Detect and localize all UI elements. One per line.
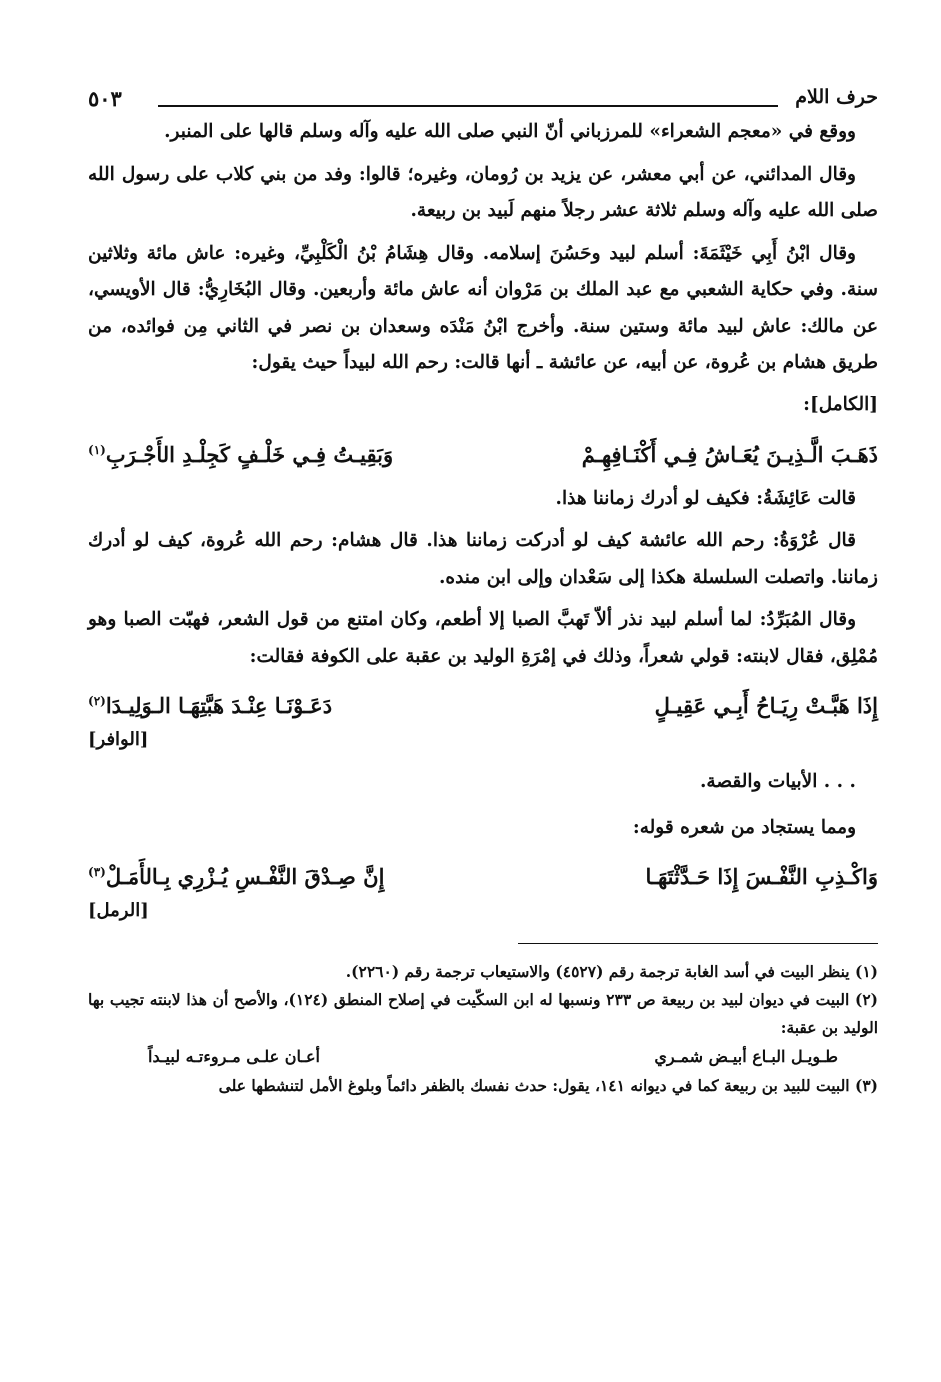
verse-hemistich-first: ذَهَـبَ الَّـذِيـنَ يُعَـاشُ فِـي أَكْنَـافِهِـمْ xyxy=(581,441,878,467)
paragraph: ووقع في «معجم الشعراء» للمرزباني أنّ النبي صلى الله عليه وآله وسلم قالها على المنبر. xyxy=(164,121,856,142)
verse-hemistich-second xyxy=(88,430,467,475)
meter-label: [الكامل]: xyxy=(803,393,878,415)
verse-line xyxy=(88,681,878,726)
verse-hemistich-second xyxy=(88,681,467,726)
page-number: ٥٠٣ xyxy=(88,86,122,111)
paragraph: وقال المدائني، عن أبي معشر، عن يزيد بن رُومان، وغيره؛ قالوا: وفد من بني كلاب على رسول الله صلى الله عليه وآله وسلم ثلاثة عشر رجلاً منهم لَبيد بن ربيعة. xyxy=(88,163,878,221)
paragraph: وقال ابْنُ أَبِي خَيْثَمَةَ: أسلم لبيد وحَسُنَ إسلامه. وقال هِشَامُ بْنُ الْكَلْبِيِّ، وغيره: عاش مائة وثلاثين سنة. وفي حكاية الشعبي مع عبد الملك بن مَرْوان أنه عاش مائة وأربعين. وقال البُخَارِيُّ: قال الأويسي، عن مالك: عاش لبيد مائة وستين سنة. وأخرج ابْنُ مَنْدَه وسعدان بن نصر في الثاني مِن فوائده، من طريق هشام بن عُروة، عن أبيه، عن عائشة ـ أنها قالت: رحم الله لبيداً حيث يقول: xyxy=(88,242,878,373)
footnote: (١) ينظر البيت في أسد الغابة ترجمة رقم (٤٥٢٧) والاستيعاب ترجمة رقم (٢٢٦٠). xyxy=(345,962,878,981)
footnote-marker: (١) xyxy=(88,442,106,457)
page-header xyxy=(88,60,878,111)
footnote-separator xyxy=(518,943,878,944)
book-page xyxy=(88,60,878,1100)
header-rule xyxy=(158,105,778,107)
meter-label: [الرمل] xyxy=(88,900,149,921)
footnote-marker: (٢) xyxy=(88,694,106,708)
verse-second-text: وَبَقِيـتُ فِـي خَلْـفٍ كَجِلْـدِ الأَجْـرَبِ xyxy=(105,441,394,467)
verse-line xyxy=(88,430,878,475)
footnote-verse-first: طـويـل البـاع أبيـض شمـري xyxy=(654,1047,838,1066)
meter-label: [الوافر] xyxy=(88,729,149,750)
paragraph: قالت عَائِشَةُ: فكيف لو أدرك زماننا هذا. xyxy=(555,487,856,509)
footnote: (٣) البيت للبيد بن ربيعة كما في ديوانه ١٤١، يقول: حدث نفسك بالظفر دائماً وبلوغ الأمل لتنشطها على xyxy=(218,1076,878,1095)
paragraph: . . . الأبيات والقصة. xyxy=(699,771,856,792)
verse-hemistich-first: إِذَا هَبَّـتْ رِيَـاحُ أَبِـي عَقِيـلٍ xyxy=(654,693,878,718)
footnote-verse xyxy=(88,1042,878,1072)
verse-hemistich-first: وَاكْـذِبِ النَّفْـسَ إِذَا حَـدَّثْتَهَـا xyxy=(645,864,878,889)
verse-second-text: إِنَّ صِـدْقَ النَّفْـسِ يُـزْرِي بِـالأَمَـلْ xyxy=(105,864,385,889)
paragraph: ومما يستجاد من شعره قوله: xyxy=(632,817,856,838)
paragraph: قال عُرْوَةُ: رحم الله عائشة كيف لو أدركت زماننا هذا. قال هشام: رحم الله عُروة، كيف لو أدرك زماننا. واتصلت السلسلة هكذا إلى سَعْدان وإلى ابن منده. xyxy=(88,530,878,588)
footnote-verse-second: أعـان علـى مـروءتـه لبيـداً xyxy=(148,1047,320,1066)
chapter-title: حرف اللام xyxy=(795,86,878,108)
footnote-marker: (٣) xyxy=(88,865,106,879)
paragraph: وقال المُبَرِّدُ: لما أسلم لبيد نذر ألاّ تَهبَّ الصبا إلا أطعم، وكان امتنع من قول الشعر، فهبّت الصبا وهو مُمْلِق، فقال لابنته: قولي شعراً، وذلك في إمْرَةِ الوليد بن عقبة على الكوفة فقالت: xyxy=(88,609,878,667)
verse-hemistich-second xyxy=(88,852,467,897)
verse-line xyxy=(88,852,878,897)
verse-second-text: دَعَـوْنَـا عِنْـدَ هَبَّتِهَـا الـوَلِيـدَا xyxy=(105,693,333,718)
footnote: (٢) البيت في ديوان لبيد بن ربيعة ص ٢٣٣ ونسبها له ابن السكّيت في إصلاح المنطق (١٢٤)، والأصح أن هذا لابنته تجيب بها الوليد بن عقبة: xyxy=(88,990,878,1037)
